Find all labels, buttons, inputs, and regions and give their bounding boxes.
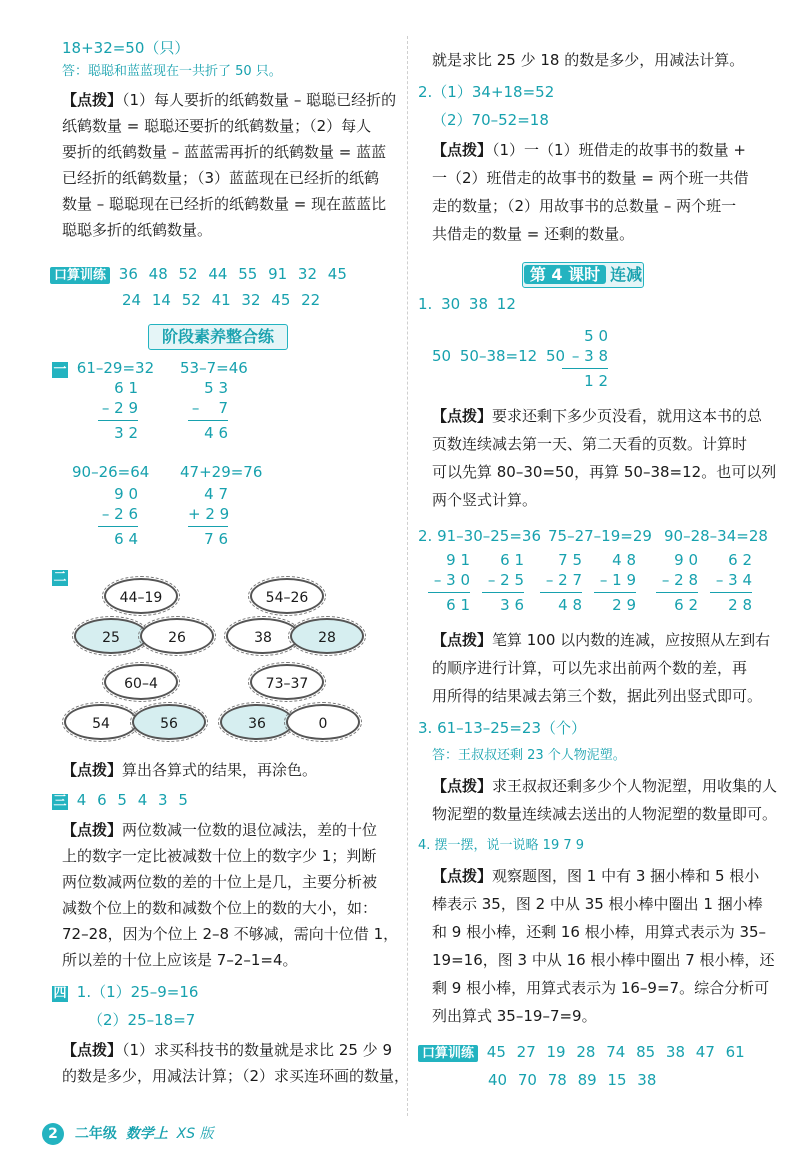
oval-result: 54 xyxy=(64,704,138,740)
answer-line: 3. 61–13–25=23（个） xyxy=(418,719,586,737)
tip-line: 两位数减两位数的差的十位上是几，主要分析被 xyxy=(62,873,378,891)
answer-line: 1.（1）25–9=16 xyxy=(76,983,199,1001)
answers: 4 6 5 4 3 5 xyxy=(76,791,188,809)
oval-expression: 44–19 xyxy=(104,578,178,614)
tip-line: 【点拨】算出各算式的结果，再涂色。 xyxy=(62,761,318,779)
tip-line: 【点拨】（1）一（1）班借走的故事书的数量 + xyxy=(432,141,746,159)
oval-expression: 73–37 xyxy=(250,664,324,700)
answer-line: 1. 30 38 12 xyxy=(418,295,516,313)
tip-line: 【点拨】观察题图，图 1 中有 3 捆小棒和 5 根小 xyxy=(432,867,760,885)
answer-line: 75–27–19=29 xyxy=(548,527,652,545)
tip-line: 剩 9 根小棒，用算式表示为 16–9=7。综合分析可 xyxy=(432,979,770,997)
lesson-chip: 第 4 课时 xyxy=(524,265,606,284)
answer-line: （2）70–52=18 xyxy=(432,111,549,129)
oval-result: 36 xyxy=(220,704,294,740)
answer-line: 答：聪聪和蓝蓝现在一共折了 50 只。 xyxy=(62,64,282,79)
tip-line: 上的数字一定比被减数十位上的数字少 1；判断 xyxy=(62,847,377,865)
oral-training xyxy=(418,1042,745,1062)
answer-line: 2. 91–30–25=36 xyxy=(418,527,541,545)
oral-training-tag: 口算训练 xyxy=(418,1045,478,1062)
answer-line: 2.（1）34+18=52 xyxy=(418,83,555,101)
tip-line: 两个竖式计算。 xyxy=(432,491,538,509)
tip-line: 用所得的结果减去第三个数，据此列出竖式即可。 xyxy=(432,687,763,705)
tip-line: 数量 – 聪聪现在已经折的纸鹤数量 = 现在蓝蓝比 xyxy=(62,195,387,213)
answer-line: 50 50–38=12 50 xyxy=(432,347,566,365)
vertical-calc: 9 0 – 2 8 6 2 xyxy=(656,550,698,615)
tip-line: 的顺序进行计算，可以先求出前两个数的差，再 xyxy=(432,659,748,677)
footer-subject: 数学上 xyxy=(125,1126,168,1142)
section-three: 三 4 6 5 4 3 5 xyxy=(53,791,188,809)
tip-line: 72–28，因为个位上 2–8 不够减，需向十位借 1， xyxy=(62,925,399,943)
tip-line: 可以先算 80–30=50，再算 50–38=12。也可以列 xyxy=(432,463,777,481)
answer-line: 90–28–34=28 xyxy=(664,527,768,545)
vertical-calc: 4 8 – 1 9 2 9 xyxy=(594,550,636,615)
vertical-calc: 6 1 – 2 9 3 2 xyxy=(98,378,138,443)
section-four: 四 1.（1）25–9=16 xyxy=(53,983,199,1001)
page-footer xyxy=(42,1123,214,1145)
oval-result: 38 xyxy=(226,618,300,654)
oral-answers: 24 14 52 41 32 45 22 xyxy=(122,291,321,309)
answer-line: 4. 摆一摆，说一说略 19 7 9 xyxy=(418,838,585,853)
oral-answers: 36 48 52 44 55 91 32 45 xyxy=(118,265,347,283)
footer-edition: XS 版 xyxy=(176,1126,214,1142)
equation: 53–7=46 xyxy=(180,359,248,377)
vertical-calc: 7 5 – 2 7 4 8 xyxy=(540,550,582,615)
tip-line: 【点拨】求王叔叔还剩多少个人物泥塑，用收集的人 xyxy=(432,777,778,795)
oval-result: 26 xyxy=(140,618,214,654)
vertical-calc: 9 1 – 3 0 6 1 xyxy=(428,550,470,615)
vertical-calc: 5 3 – 7 4 6 xyxy=(188,378,228,443)
oval-expression: 54–26 xyxy=(250,578,324,614)
oval-result: 28 xyxy=(290,618,364,654)
tip-line: 和 9 根小棒，还剩 16 根小棒，用算式表示为 35– xyxy=(432,923,767,941)
tip-line: 一（2）班借走的故事书的数量 = 两个班一共借 xyxy=(432,169,749,187)
column-divider xyxy=(407,36,408,1116)
tip-line: 【点拨】（1）求买科技书的数量就是求比 25 少 9 xyxy=(62,1041,392,1059)
oral-training xyxy=(50,264,347,284)
equation: 47+29=76 xyxy=(180,463,263,481)
tip-line: 【点拨】两位数减一位数的退位减法，差的十位 xyxy=(62,821,378,839)
section-title: 阶段素养整合练 xyxy=(148,324,288,350)
tip-line: 【点拨】（1）每人要折的纸鹤数量 – 聪聪已经折的 xyxy=(62,91,397,109)
oral-training-tag: 口算训练 xyxy=(50,267,110,284)
oval-expression: 60–4 xyxy=(104,664,178,700)
vertical-calc: 6 2 – 3 4 2 8 xyxy=(710,550,752,615)
page-number: 2 xyxy=(42,1123,64,1145)
tip-line: 的数是多少，用减法计算；（2）求买连环画的数量， xyxy=(62,1067,410,1085)
lesson-title: 第 4 课时 连减 xyxy=(522,262,644,288)
tip-line: 19=16，图 3 中从 16 根小棒中圈出 7 根小棒，还 xyxy=(432,951,775,969)
oral-answers: 45 27 19 28 74 85 38 47 61 xyxy=(486,1043,745,1061)
vertical-calc: 9 0 – 2 6 6 4 xyxy=(98,484,138,549)
tip-line: 减数个位上的数和减数个位上的数的大小，如： xyxy=(62,899,378,917)
footer-grade: 二年级 xyxy=(74,1126,117,1142)
answer-line: （2）25–18=7 xyxy=(88,1011,196,1029)
equation: 90–26=64 xyxy=(72,463,150,481)
vertical-calc: 4 7 + 2 9 7 6 xyxy=(188,485,230,548)
tip-line: 共借走的数量 = 还剩的数量。 xyxy=(432,225,635,243)
tip-line: 列出算式 35–19–7=9。 xyxy=(432,1007,597,1025)
tip-line: 就是求比 25 少 18 的数是多少，用减法计算。 xyxy=(432,51,745,69)
tip-line: 所以差的十位上应该是 7–2–1=4。 xyxy=(62,951,298,969)
tip-line: 要折的纸鹤数量 – 蓝蓝需再折的纸鹤数量 = 蓝蓝 xyxy=(62,143,387,161)
vertical-calc: 6 1 – 2 5 3 6 xyxy=(482,550,524,615)
oral-answers: 40 70 78 89 15 38 xyxy=(488,1071,657,1089)
oval-result: 0 xyxy=(286,704,360,740)
tip-line: 聪聪多折的纸鹤数量。 xyxy=(62,221,213,239)
tip-line: 已经折的纸鹤数量；（3）蓝蓝现在已经折的纸鹤 xyxy=(62,169,380,187)
tip-line: 走的数量；（2）用故事书的总数量 – 两个班一 xyxy=(432,197,737,215)
vertical-calc: 5 0 – 3 8 1 2 xyxy=(562,326,608,391)
tip-line: 【点拨】笔算 100 以内数的连减，应按照从左到右 xyxy=(432,631,771,649)
tip-line: 页数连续减去第一天、第二天看的页数。计算时 xyxy=(432,435,748,453)
tip-line: 物泥塑的数量连续减去送出的人物泥塑的数量即可。 xyxy=(432,805,778,823)
tip-line: 棒表示 35，图 2 中从 35 根小棒中圈出 1 捆小棒 xyxy=(432,895,763,913)
answer-line: 18+32=50（只） xyxy=(62,39,190,57)
oval-result: 56 xyxy=(132,704,206,740)
tip-line: 纸鹤数量 = 聪聪还要折的纸鹤数量；（2）每人 xyxy=(62,117,372,135)
oval-result: 25 xyxy=(74,618,148,654)
section-two-tag: 二 xyxy=(53,570,67,585)
tip-line: 【点拨】要求还剩下多少页没看，就用这本书的总 xyxy=(432,407,763,425)
section-tag: 一 xyxy=(53,362,67,377)
section-one xyxy=(52,358,154,378)
answer-line: 答：王叔叔还剩 23 个人物泥塑。 xyxy=(432,748,626,763)
equation: 61–29=32 xyxy=(76,359,155,377)
